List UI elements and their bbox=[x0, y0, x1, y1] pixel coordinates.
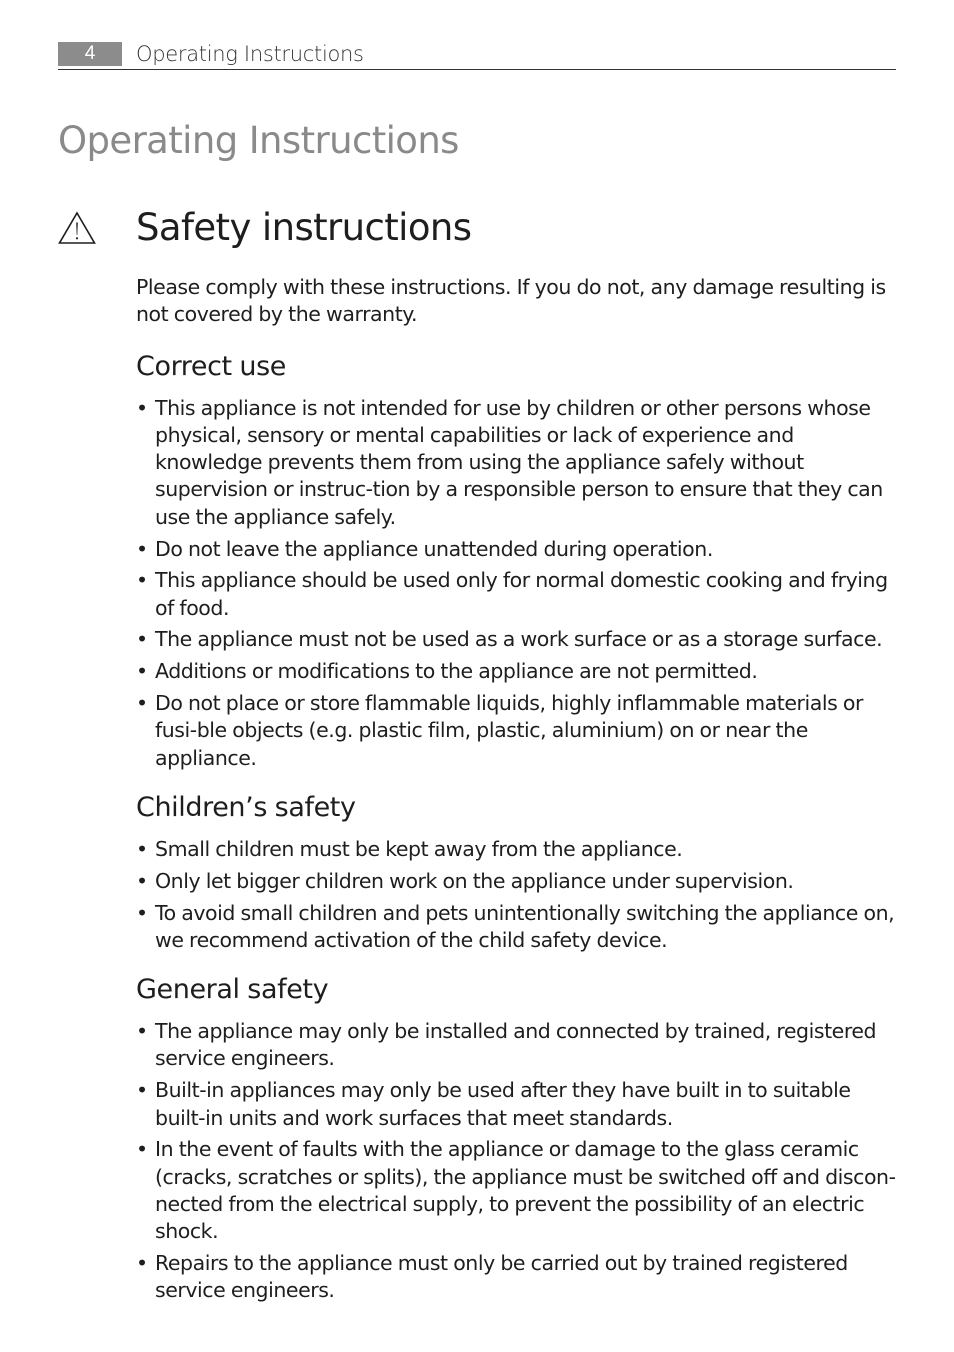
list-item: • Repairs to the appliance must only be carried out by trained registered service engineers. bbox=[136, 1250, 896, 1305]
main-content bbox=[136, 274, 896, 1323]
list-item: • In the event of faults with the appliance or damage to the glass ceramic (cracks, scratches or splits), the appliance must be switched off and discon-nected from the electrical supply, to prevent the possibility of an electric shock. bbox=[136, 1136, 896, 1245]
list-item: • Built-in appliances may only be used after they have built in to suitable built-in units and work surfaces that meet standards. bbox=[136, 1077, 896, 1132]
page-number: 4 bbox=[58, 42, 122, 66]
running-title: Operating Instructions bbox=[136, 42, 364, 66]
chapter-title: Operating Instructions bbox=[58, 119, 459, 162]
warning-triangle-icon bbox=[58, 211, 96, 245]
list-item: • This appliance is not intended for use by children or other persons whose physical, sensory or mental capabilities or lack of experience and knowledge prevents them from using the appliance safely without supervision or instruc-tion by a responsible person to ensure that they can use the appliance safely. bbox=[136, 395, 896, 531]
list-item: • To avoid small children and pets unintentionally switching the appliance on, we recommend activation of the child safety device. bbox=[136, 900, 896, 955]
general-safety-list bbox=[136, 1018, 896, 1304]
childrens-safety-list bbox=[136, 836, 896, 954]
correct-use-list bbox=[136, 395, 896, 772]
subsection-title-correct-use: Correct use bbox=[136, 350, 287, 382]
section-title: Safety instructions bbox=[136, 206, 472, 249]
list-item: • The appliance may only be installed and connected by trained, registered service engineers. bbox=[136, 1018, 896, 1073]
subsection-title-childrens-safety: Children’s safety bbox=[136, 791, 356, 823]
subsection-title-general-safety: General safety bbox=[136, 974, 329, 1006]
list-item: • Do not place or store flammable liquids, highly inflammable materials or fusi-ble objects (e.g. plastic film, plastic, aluminium) on or near the appliance. bbox=[136, 690, 896, 772]
intro-paragraph: Please comply with these instructions. If you do not, any damage resulting is not covered by the warranty. bbox=[136, 275, 886, 327]
list-item: • Small children must be kept away from the appliance. bbox=[136, 836, 896, 863]
list-item: • The appliance must not be used as a work surface or as a storage surface. bbox=[136, 626, 896, 653]
list-item: • This appliance should be used only for normal domestic cooking and frying of food. bbox=[136, 567, 896, 622]
list-item: • Only let bigger children work on the appliance under supervision. bbox=[136, 868, 896, 895]
list-item: • Additions or modifications to the appliance are not permitted. bbox=[136, 658, 896, 685]
page-header bbox=[58, 40, 896, 70]
list-item: • Do not leave the appliance unattended during operation. bbox=[136, 536, 896, 563]
